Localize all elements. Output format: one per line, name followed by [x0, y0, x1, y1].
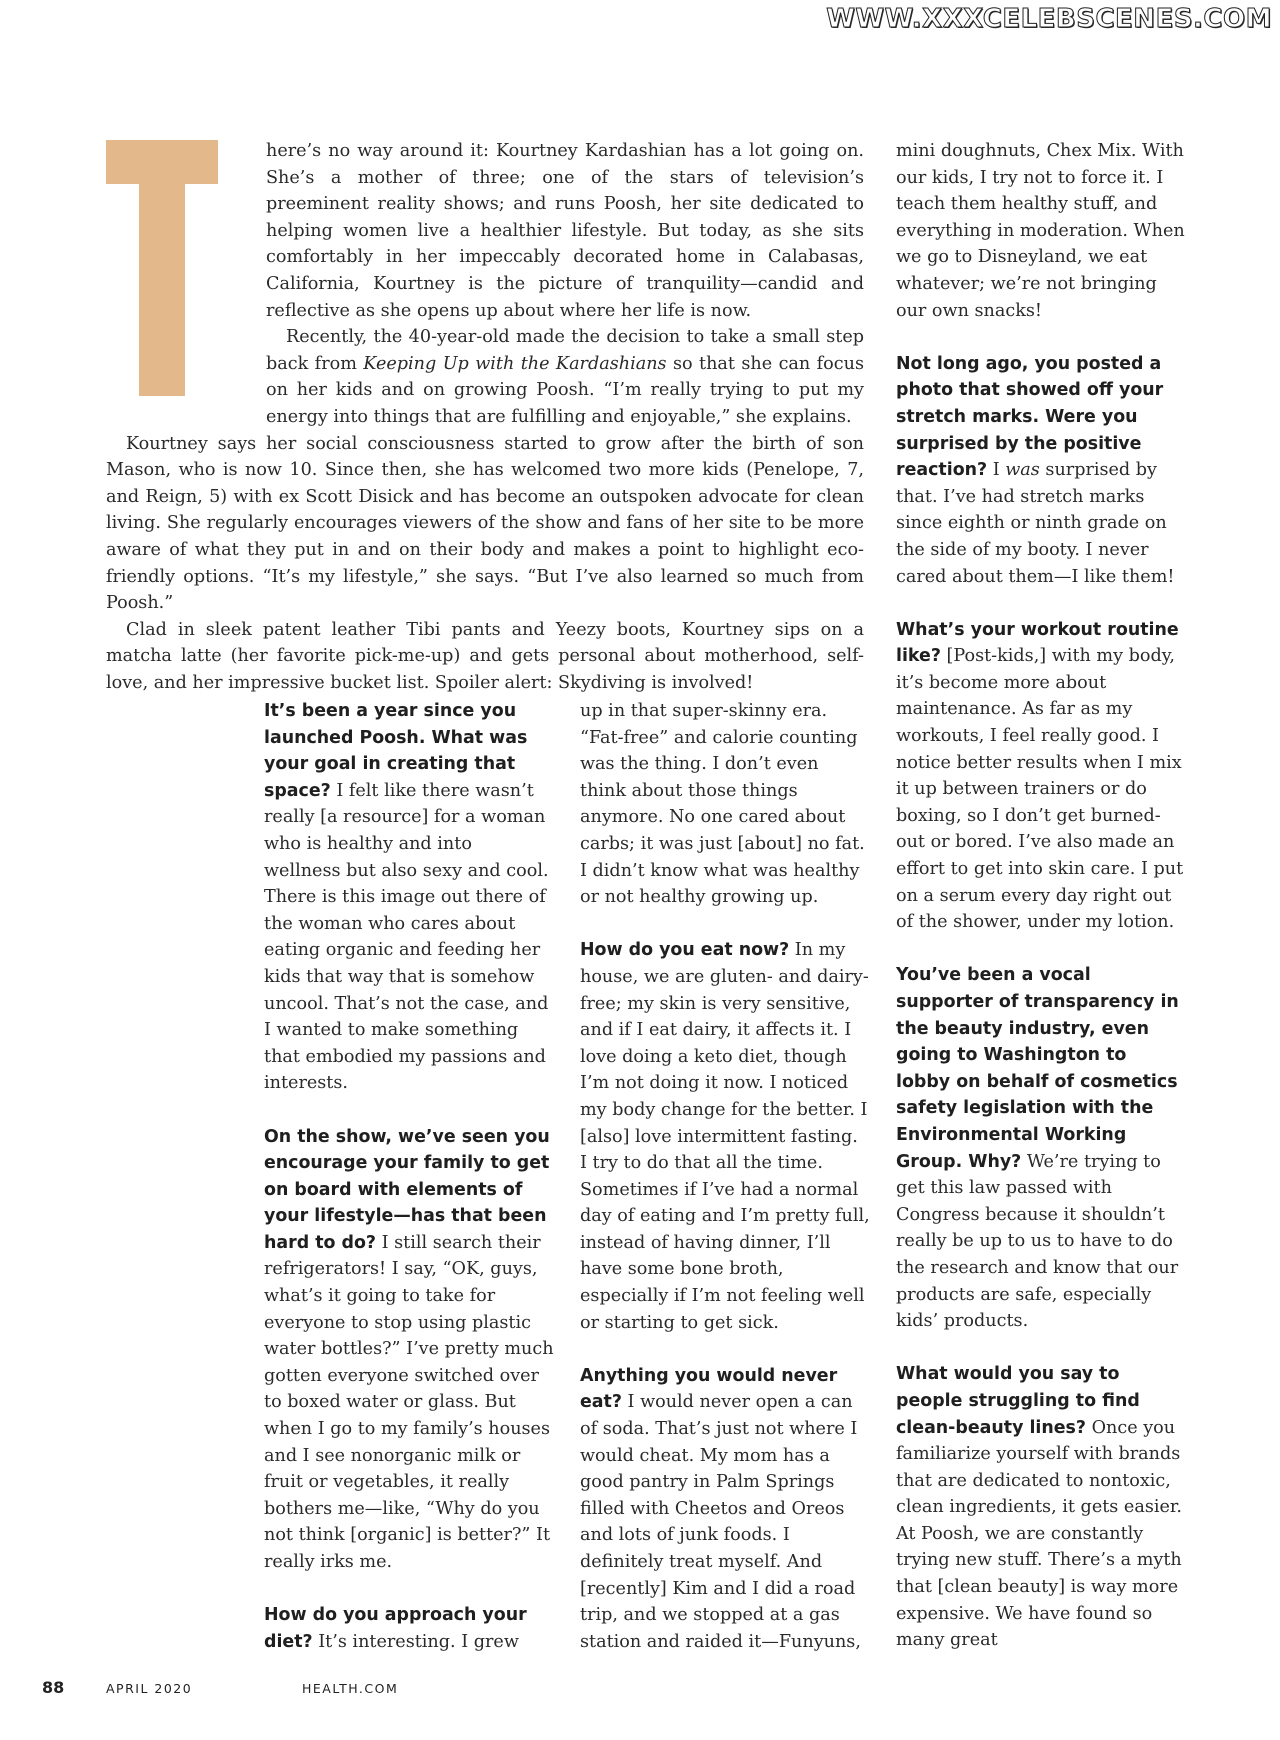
question: Not long ago, you posted a photo that showed off your stretch marks. Were you surprised by the positive reaction? [896, 353, 1164, 481]
question: How do you approach your diet? [264, 1605, 527, 1652]
qa-clean-beauty [896, 1361, 1186, 1654]
question: You’ve been a vocal supporter of transparency in the beauty industry, even going to Washington to lobby on behalf of cosmetics safety legislation with the Environmental Working Group. Why? [896, 965, 1179, 1172]
qa-never-eat-continued: mini doughnuts, Chex Mix. With our kids, I try not to force it. I teach them healthy stuff, and everything in moderation. When we go to Disneyland, we eat whatever; we’re not bringing our own snacks! [896, 141, 1185, 321]
question: On the show, we’ve seen you encourage your family to get on board with elements of your lifestyle—has that been hard to do? [264, 1126, 550, 1253]
column-1 [264, 698, 554, 1655]
answer: I would never open a can of soda. That’s just not where I would cheat. My mom has a good pantry in Palm Springs filled with Cheetos and Oreos and lots of junk foods. I definitely treat myself. And [recently] Kim and I did a road trip, and we stopped at a gas station and raided it—Funyuns, [580, 1392, 861, 1652]
answer: I still search their refrigerators! I say, “OK, guys, what’s it going to take for everyone to stop using plastic water bottles?” I’ve pretty much gotten everyone switched over to boxed water or glass. But when I go to my family’s houses and I see nonorganic milk or fruit or vegetables, it really bothers me—like, “Why do you not think [organic] is better?” It really irks me. [264, 1232, 554, 1572]
intro-paragraph-2: Recently, the 40-year-old made the decision to take a small step back from Keeping Up with the Kardashians so that she can focus on her kids and on growing Poosh. “I’m really trying to put my energy into things that are fulfilling and enjoyable,” she explains. [266, 327, 864, 427]
column-2 [580, 698, 870, 1655]
question: It’s been a year since you launched Poosh. What was your goal in creating that space? [264, 701, 528, 801]
answer: Once you familiarize yourself with brands that are dedicated to nontoxic, clean ingredients, it gets easier. At Poosh, we are constantly trying new stuff. There’s a myth that [clean beauty] is way more expensive. We have found so many great [896, 1417, 1182, 1651]
answer: We’re trying to get this law passed with Congress because it shouldn’t really be up to us to have to do the research and know that our products are safe, especially kids’ products. [896, 1151, 1179, 1332]
answer: I felt like there wasn’t really [a resource] for a woman who is healthy and into wellness but also sexy and cool. There is this image out there of the woman who cares about eating organic and feeding her kids that way that is somehow uncool. That’s not the case, and I wanted to make something that embodied my passions and interests. [264, 780, 549, 1094]
qa-diet-continued: up in that super-skinny era. “Fat-free” and calorie counting was the thing. I don’t even think about those things anymore. No one cared about carbs; it was just [about] no fat. I didn’t know what was healthy or not healthy growing up. [580, 701, 865, 908]
qa-never-eat [580, 1363, 870, 1656]
page-number: 88 [42, 1678, 65, 1697]
intro-paragraph-3: Kourtney says her social consciousness started to grow after the birth of son Mason, who is now 10. Since then, she has welcomed two more kids (Penelope, 7, and Reign, 5) with ex Scott Disick and has become an outspoken advocate for clean living. She regularly encourages viewers of the show and fans of her site to be more aware of what they put in and on their body and makes a point to highlight eco-friendly options. “It’s my lifestyle,” she says. “But I’ve also learned so much from Poosh.” [106, 433, 864, 614]
qa-workout [896, 617, 1186, 936]
question: Anything you would never eat? [580, 1365, 838, 1413]
question: What would you say to people struggling to find clean-beauty lines? [896, 1364, 1140, 1438]
answer: It’s interesting. I grew [312, 1631, 519, 1652]
qa-stretch-marks: Not long ago, you posted a photo that showed off your stretch marks. Were you surprised by the positive reaction? I was surprised by that. I’ve had stretch marks since eighth or ninth grade on the side of my booty. I never cared about them—I like them! [896, 353, 1175, 587]
answer: [Post-kids,] with my body, it’s become more about maintenance. As far as my workouts, I feel really good. I notice better results when I mix it up between trainers or do boxing, so I don’t get burned-out or bored. I’ve also made an effort to get into skin care. I put on a serum every day right out of the shower, under my lotion. [896, 646, 1184, 933]
intro-paragraph-4: Clad in sleek patent leather Tibi pants and Yeezy boots, Kourtney sips on a matcha latte (her favorite pick-me-up) and gets personal about motherhood, self-love, and her impressive bucket list. Spoiler alert: Skydiving is involved! [106, 619, 864, 693]
intro-text [106, 138, 864, 696]
column-3 [896, 138, 1186, 1654]
issue-date: APRIL 2020 [106, 1681, 193, 1696]
qa-beauty-transparency [896, 962, 1186, 1334]
question: How do you eat now? [580, 940, 790, 961]
watermark: WWW.XXXCELEBSCENES.COM [826, 4, 1272, 34]
answer: In my house, we are gluten- and dairy-free; my skin is very sensitive, and if I eat dairy, it affects it. I love doing a keto diet, though I’m not doing it now. I noticed my body change for the better. I [also] love intermittent fasting. I try to do that all the time. Sometimes if I’ve had a normal day of eating and I’m pretty full, instead of having dinner, I’ll have some bone broth, especially if I’m not feeling well or starting to get sick. [580, 940, 870, 1333]
qa-poosh-goal [264, 698, 554, 1097]
qa-diet [264, 1602, 554, 1655]
website: HEALTH.COM [302, 1681, 399, 1696]
qa-eat-now [580, 937, 870, 1336]
question: What’s your workout routine like? [896, 619, 1179, 667]
intro-paragraph-1: here’s no way around it: Kourtney Kardashian has a lot going on. She’s a mother of three; one of the stars of television’s preeminent reality shows; and runs Poosh, her site dedicated to helping women live a healthier lifestyle. But today, as she sits comfortably in her impeccably decorated home in Calabasas, California, Kourtney is the picture of tranquility—candid and reflective as she opens up about where her life is now. [266, 141, 864, 321]
qa-family-lifestyle [264, 1124, 554, 1576]
